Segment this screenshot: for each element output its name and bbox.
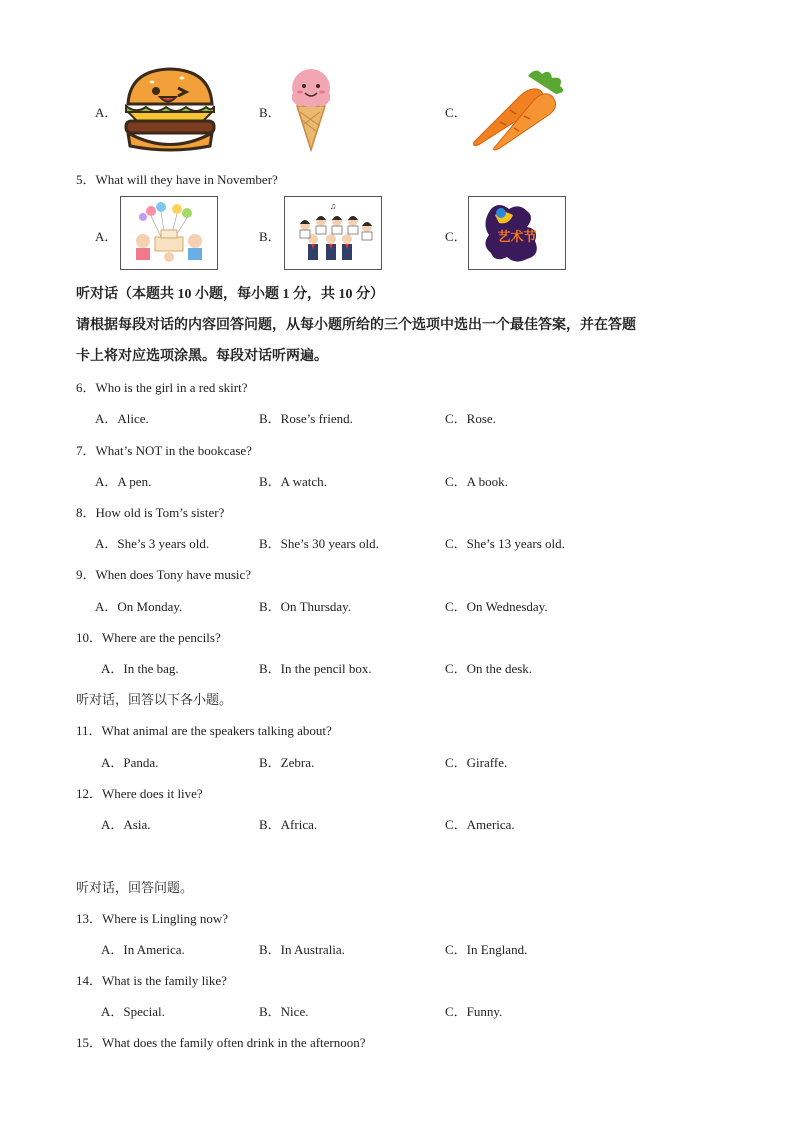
art-festival-logo-image (468, 196, 566, 270)
q8-option-a: A．She’s 3 years old. (95, 536, 210, 551)
q5-option-b-label: B． (259, 229, 281, 244)
question-15: 15．What does the family often drink in the afternoon? (76, 1035, 366, 1050)
question-11: 11．What animal are the speakers talking about? (76, 723, 332, 738)
hamburger-image (122, 66, 218, 152)
q8-option-b: B．She’s 30 years old. (259, 536, 379, 551)
section-2-title: 听对话，回答以下各小题。 (76, 692, 233, 707)
question-8: 8．How old is Tom’s sister? (76, 505, 225, 520)
q11-option-a: A．Panda. (101, 755, 159, 770)
birthday-party-image (120, 196, 218, 270)
children-singing-image (284, 196, 382, 270)
section-3-title: 听对话，回答问题。 (76, 880, 194, 895)
question-5: 5．What will they have in November? (76, 172, 278, 187)
question-7: 7．What’s NOT in the bookcase? (76, 443, 252, 458)
q4-option-a-label: A． (95, 105, 118, 120)
q13-option-a: A．In America. (101, 942, 185, 957)
q13-option-c: C．In England. (445, 942, 528, 957)
q10-option-b: B．In the pencil box. (259, 661, 372, 676)
section-1-title: 听对话（本题共 10 小题，每小题 1 分，共 10 分） (76, 287, 384, 302)
q11-option-c: C．Giraffe. (445, 755, 508, 770)
q9-option-a: A．On Monday. (95, 599, 183, 614)
q13-option-b: B．In Australia. (259, 942, 345, 957)
q7-option-b: B．A watch. (259, 474, 327, 489)
q7-option-a: A．A pen. (95, 474, 152, 489)
question-12: 12．Where does it live? (76, 786, 203, 801)
q7-option-c: C．A book. (445, 474, 508, 489)
question-13: 13．Where is Lingling now? (76, 911, 228, 926)
q5-option-c-label: C． (445, 229, 467, 244)
carrot-image (470, 66, 568, 152)
q6-option-c: C．Rose. (445, 411, 496, 426)
question-9: 9．When does Tony have music? (76, 567, 252, 582)
q12-option-c: C．America. (445, 817, 515, 832)
q6-option-b: B．Rose’s friend. (259, 411, 353, 426)
section-1-instruction-line1: 请根据每段对话的内容回答问题，从每小题所给的三个选项中选出一个最佳答案，并在答题 (76, 318, 636, 333)
question-14: 14．What is the family like? (76, 973, 227, 988)
q5-option-a-label: A． (95, 229, 118, 244)
q6-option-a: A．Alice. (95, 411, 149, 426)
q10-option-a: A．In the bag. (101, 661, 179, 676)
q14-option-c: C．Funny. (445, 1004, 503, 1019)
q14-option-b: B．Nice. (259, 1004, 309, 1019)
q9-option-b: B．On Thursday. (259, 599, 352, 614)
question-10: 10．Where are the pencils? (76, 630, 221, 645)
question-6: 6．Who is the girl in a red skirt? (76, 380, 248, 395)
q10-option-c: C．On the desk. (445, 661, 533, 676)
q12-option-a: A．Asia. (101, 817, 151, 832)
q8-option-c: C．She’s 13 years old. (445, 536, 565, 551)
festival-logo-text: 艺术节 (497, 230, 537, 245)
svg-text:♫: ♫ (329, 201, 337, 211)
q4-option-b-label: B． (259, 105, 281, 120)
q12-option-b: B．Africa. (259, 817, 318, 832)
q11-option-b: B．Zebra. (259, 755, 315, 770)
q9-option-c: C．On Wednesday. (445, 599, 548, 614)
ice-cream-image (287, 66, 335, 152)
section-1-instruction-line2: 卡上将对应选项涂黑。每段对话听两遍。 (76, 349, 328, 364)
q4-option-c-label: C． (445, 105, 467, 120)
q14-option-a: A．Special. (101, 1004, 165, 1019)
